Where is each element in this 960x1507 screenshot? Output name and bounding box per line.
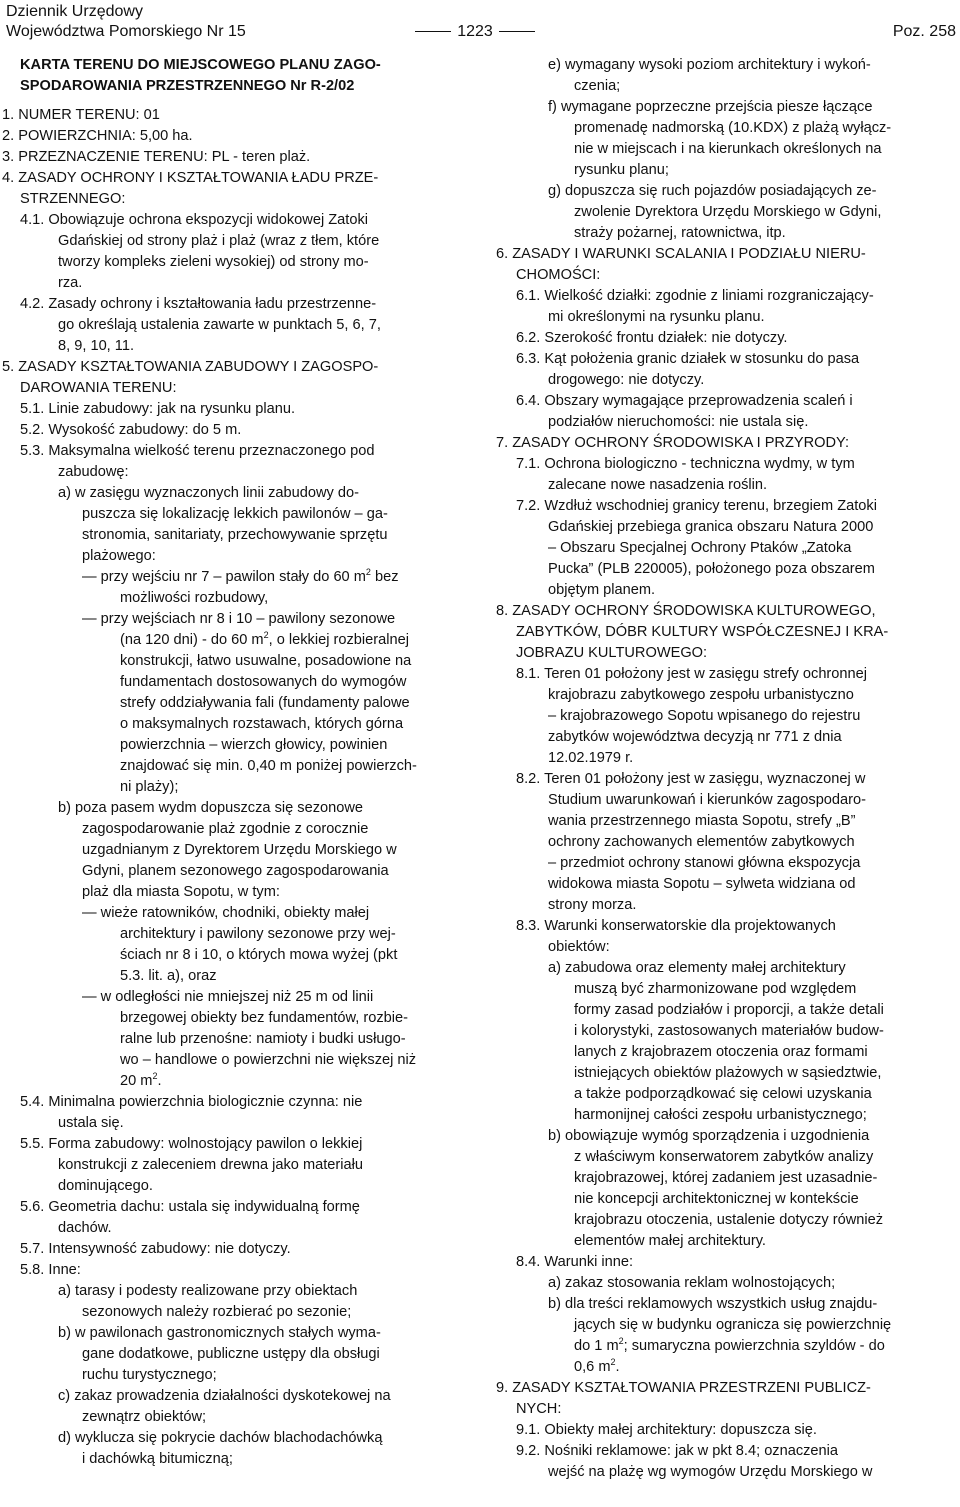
text-line: a także podporządkować się celowi uzyskania [574,1086,872,1102]
text-line: — przy wejściach nr 8 i 10 – pawilony sezonowe [82,611,396,627]
text-line: 8. ZASADY OCHRONY ŚRODOWISKA KULTUROWEGO, [496,603,876,619]
text-line: 4. ZASADY OCHRONY I KSZTAŁTOWANIA ŁADU PRZE- [2,170,379,186]
text-line: znajdować się min. 0,40 m poniżej powierzch- [120,758,417,774]
text-line: b) obowiązuje wymóg sporządzenia i uzgodnienia [548,1128,870,1144]
text-line: lanych z krajobrazem otoczenia oraz formami [574,1044,868,1060]
text-line: – Obszaru Specjalnej Ochrony Ptaków „Zatoka [548,540,852,556]
text-line: – krajobrazowego Sopotu wpisanego do rejestru [548,708,861,724]
text-line: 9. ZASADY KSZTAŁTOWANIA PRZESTRZENI PUBLICZ- [496,1380,871,1396]
text-line: ochrony zachowanych elementów zabytkowych [548,834,855,850]
text-line: z właściwym konserwatorem zabytków analizy [574,1149,874,1165]
text-line: elementów małej architektury. [574,1233,766,1249]
paragraph-gap [0,97,468,105]
text-line: architektury i pawilony sezonowe przy wej- [120,926,396,942]
text-line: a) w zasięgu wyznaczonych linii zabudowy do- [58,485,359,501]
text-line: — przy wejściu nr 7 – pawilon stały do 60 $m^2$ bez [82,567,399,585]
document-title-line: SPODAROWANIA PRZESTRZENNEGO Nr R-2/02 [20,78,355,94]
text-line: 8.4. Warunki inne: [516,1254,634,1270]
text-line: powierzchnia – wierzch głowicy, powinien [120,737,388,753]
text-line: JOBRAZU KULTUROWEGO: [516,645,708,661]
text-line: 5.4. Minimalna powierzchnia biologicznie czynna: nie [20,1094,363,1110]
text-line: rysunku planu; [574,162,669,178]
text-line: d) wyklucza się pokrycie dachów blachodachówką [58,1430,383,1446]
text-line: e) wymagany wysoki poziom architektury i wykoń- [548,57,871,73]
text-line: DAROWANIA TERENU: [20,380,177,396]
text-line: o maksymalnych rozstawach, których górna [120,716,404,732]
text-line: a) zakaz stosowania reklam wolnostojących; [548,1275,836,1291]
text-line: 7.1. Ochrona biologiczno - techniczna wydmy, w tym [516,456,855,472]
text-line: 0,6 $m^2$. [574,1357,620,1375]
left-column [0,55,468,1470]
text-line: a) tarasy i podesty realizowane przy obiektach [58,1283,358,1299]
text-line: możliwości rozbudowy, [120,590,269,606]
text-line: plaż dla miasta Sopotu, w tym: [82,884,280,900]
text-line: nie w miejscach i na kierunkach określonych na [574,141,882,157]
text-line: Studium uwarunkowań i kierunków zagospodaro- [548,792,866,808]
page-number-rule-left [415,31,451,32]
text-line: rza. [58,275,83,291]
text-line: 8.3. Warunki konserwatorskie dla projektowanych [516,918,836,934]
text-line: a) zabudowa oraz elementy małej architektury [548,960,846,976]
text-line: — w odległości nie mniejszej niż 25 m od linii [82,989,374,1005]
text-line: STRZENNEGO: [20,191,126,207]
text-line: 6.4. Obszary wymagające przeprowadzenia scaleń i [516,393,853,409]
text-line: zalecane nowe nasadzenia roślin. [548,477,768,493]
text-line: wania przestrzennego miasta Sopotu, strefy „B” [548,813,856,829]
text-line: 5.3. lit. a), oraz [120,968,217,984]
text-line: 5.5. Forma zabudowy: wolnostojący pawilon o lekkiej [20,1136,363,1152]
position-label: Poz. 258 [892,23,956,40]
text-line: ralne lub przenośne: namioty i budki usługo- [120,1031,406,1047]
text-line: drogowego: nie dotyczy. [548,372,705,388]
text-line: sezonowych należy rozbierać po sezonie; [82,1304,352,1320]
text-line: 6.1. Wielkość działki: zgodnie z liniami rozgraniczający- [516,288,874,304]
page-number-rule-right [499,31,535,32]
text-line: 5.6. Geometria dachu: ustala się indywidualną formę [20,1199,360,1215]
text-line: 5.3. Maksymalna wielkość terenu przeznaczonego pod [20,443,375,459]
text-line: i dachówką bitumiczną; [82,1451,233,1467]
page-number: 1223 [457,23,493,40]
text-line: dominującego. [58,1178,153,1194]
journal-name: Dziennik Urzędowy [6,3,143,20]
text-line: 5.7. Intensywność zabudowy: nie dotyczy. [20,1241,291,1257]
text-line: 4.2. Zasady ochrony i kształtowania ładu przestrzenne- [20,296,377,312]
text-line: podziałów nieruchomości: nie ustala się. [548,414,809,430]
text-line: 9.1. Obiekty małej architektury: dopuszcza się. [516,1422,817,1438]
text-line: straży pożarnej, ratownictwa, itp. [574,225,786,241]
journal-header [6,2,246,42]
text-line: zabudowę: [58,464,129,480]
text-line: 20 $m^2$. [120,1071,162,1089]
text-line: g) dopuszcza się ruch pojazdów posiadających ze- [548,183,877,199]
text-line: 6.2. Szerokość frontu działek: nie dotyczy. [516,330,788,346]
text-line: NYCH: [516,1401,562,1417]
text-line: 5. ZASADY KSZTAŁTOWANIA ZABUDOWY I ZAGOSPO- [2,359,379,375]
text-line: 7. ZASADY OCHRONY ŚRODOWISKA I PRZYRODY: [496,435,850,451]
text-line: zagospodarowanie plaż zgodnie z corocznie [82,821,369,837]
text-line: 8.1. Teren 01 położony jest w zasięgu strefy ochronnej [516,666,867,682]
text-line: b) w pawilonach gastronomicznych stałych wyma- [58,1325,381,1341]
text-line: wo – handlowe o powierzchni nie większej niż [120,1052,417,1068]
text-line: tworzy kompleks zieleni wysokiej) od strony mo- [58,254,369,270]
text-line: harmonijnej całości zespołu urbanistycznego; [574,1107,867,1123]
text-line: brzegowej obiekty bez fundamentów, rozbie- [120,1010,408,1026]
text-line: strefy oddziaływania fali (fundamenty palowe [120,695,410,711]
text-line: formy zasad podziałów i proporcji, a także detali [574,1002,884,1018]
text-line: ściach nr 8 i 10, o których mowa wyżej (pkt [120,947,398,963]
text-line: do 1 $m^2$; sumaryczna powierzchnia szyldów - do [574,1336,885,1354]
journal-issue: Województwa Pomorskiego Nr 15 [6,23,246,40]
text-line: 1. NUMER TERENU: 01 [2,107,160,123]
right-column [496,55,958,1483]
text-line: Pucka” (PLB 220005), położonego poza obszarem [548,561,875,577]
text-line: 5.2. Wysokość zabudowy: do 5 m. [20,422,242,438]
text-line: 8.2. Teren 01 położony jest w zasięgu, wyznaczonej w [516,771,866,787]
text-line: konstrukcji, łatwo usuwalne, posadowione na [120,653,412,669]
text-line: ruchu turystycznego; [82,1367,217,1383]
text-line: i kolorystyki, zastosowanych materiałów budow- [574,1023,884,1039]
text-line: 4.1. Obowiązuje ochrona ekspozycji widokowej Zatoki [20,212,368,228]
text-line: zewnątrz obiektów; [82,1409,207,1425]
text-line: 3. PRZEZNACZENIE TERENU: PL - teren plaż. [2,149,311,165]
text-line: Gdańskiej przebiega granica obszaru Natura 2000 [548,519,874,535]
text-line: widokowa miasta Sopotu – sylweta widziana od [548,876,856,892]
text-line: c) zakaz prowadzenia działalności dyskotekowej na [58,1388,391,1404]
text-line: dachów. [58,1220,112,1236]
text-line: 6.3. Kąt położenia granic działek w stosunku do pasa [516,351,860,367]
text-line: 8, 9, 10, 11. [58,338,134,354]
text-line: istniejących obiektów plażowych w sąsiedztwie, [574,1065,882,1081]
text-line: CHOMOŚCI: [516,267,601,283]
text-line: czenia; [574,78,621,94]
text-line: obiektów: [548,939,610,955]
text-line: – przedmiot ochrony stanowi główna ekspozycja [548,855,861,871]
text-line: plażowego: [82,548,156,564]
text-line: 7.2. Wzdłuż wschodniej granicy terenu, brzegiem Zatoki [516,498,877,514]
text-line: gane dodatkowe, publiczne ustępy dla obsługi [82,1346,380,1362]
text-line: fundamentach dostosowanych do wymogów [120,674,407,690]
text-line: 12.02.1979 r. [548,750,634,766]
text-line: ni plaży); [120,779,179,795]
text-line: jących się w budynku ogranicza się powierzchnię [574,1317,892,1333]
text-line: krajobrazu otoczenia, ustalenie dotyczy również [574,1212,884,1228]
text-line: go określają ustalenia zawarte w punktach 5, 6, 7, [58,317,381,333]
page-number-block [405,22,545,42]
text-line: stronomia, sanitariaty, przechowywanie sprzętu [82,527,388,543]
text-line: zwolenie Dyrektora Urzędu Morskiego w Gdyni, [574,204,882,220]
text-line: mi określonymi na rysunku planu. [548,309,765,325]
text-line: zabytków województwa decyzją nr 771 z dnia [548,729,842,745]
text-line: objętym planem. [548,582,656,598]
text-line: 6. ZASADY I WARUNKI SCALANIA I PODZIAŁU NIERU- [496,246,866,262]
text-line: ZABYTKÓW, DÓBR KULTURY WSPÓŁCZESNEJ I KRA- [516,624,889,640]
text-line: b) poza pasem wydm dopuszcza się sezonowe [58,800,364,816]
text-line: muszą być zharmonizowane pod względem [574,981,857,997]
text-line: ustala się. [58,1115,124,1131]
text-line: promenadę nadmorską (10.KDX) z plażą wyłącz- [574,120,892,136]
text-line: uzgadnianym z Dyrektorem Urzędu Morskiego w [82,842,397,858]
text-line: 5.1. Linie zabudowy: jak na rysunku planu. [20,401,296,417]
text-line: 5.8. Inne: [20,1262,81,1278]
text-line: Gdyni, planem sezonowego zagospodarowania [82,863,389,879]
text-line: wejść na plażę wg wymogów Urzędu Morskiego w [548,1464,873,1480]
text-line: krajobrazu zabytkowego zespołu urbanistyczno [548,687,854,703]
document-title-line: KARTA TERENU DO MIEJSCOWEGO PLANU ZAGO- [20,57,381,73]
text-line: puszcza się lokalizację lekkich pawilonów – ga- [82,506,388,522]
text-line: Gdańskiej od strony plaż i plaż (wraz z tłem, które [58,233,380,249]
text-line: 2. POWIERZCHNIA: 5,00 ha. [2,128,193,144]
text-line: 9.2. Nośniki reklamowe: jak w pkt 8.4; oznaczenia [516,1443,839,1459]
text-line: (na 120 dni) - do 60 $m^2$, o lekkiej rozbieralnej [120,630,409,648]
text-line: strony morza. [548,897,637,913]
text-line: konstrukcji z zaleceniem drewna jako materiału [58,1157,363,1173]
text-line: nie koncepcji architektonicznej w kontekście [574,1191,859,1207]
text-line: b) dla treści reklamowych wszystkich usług znajdu- [548,1296,878,1312]
text-line: — wieże ratowników, chodniki, obiekty małej [82,905,370,921]
text-line: f) wymagane poprzeczne przejścia piesze łączące [548,99,873,115]
text-line: krajobrazowej, której zadaniem jest uzasadnie- [574,1170,878,1186]
